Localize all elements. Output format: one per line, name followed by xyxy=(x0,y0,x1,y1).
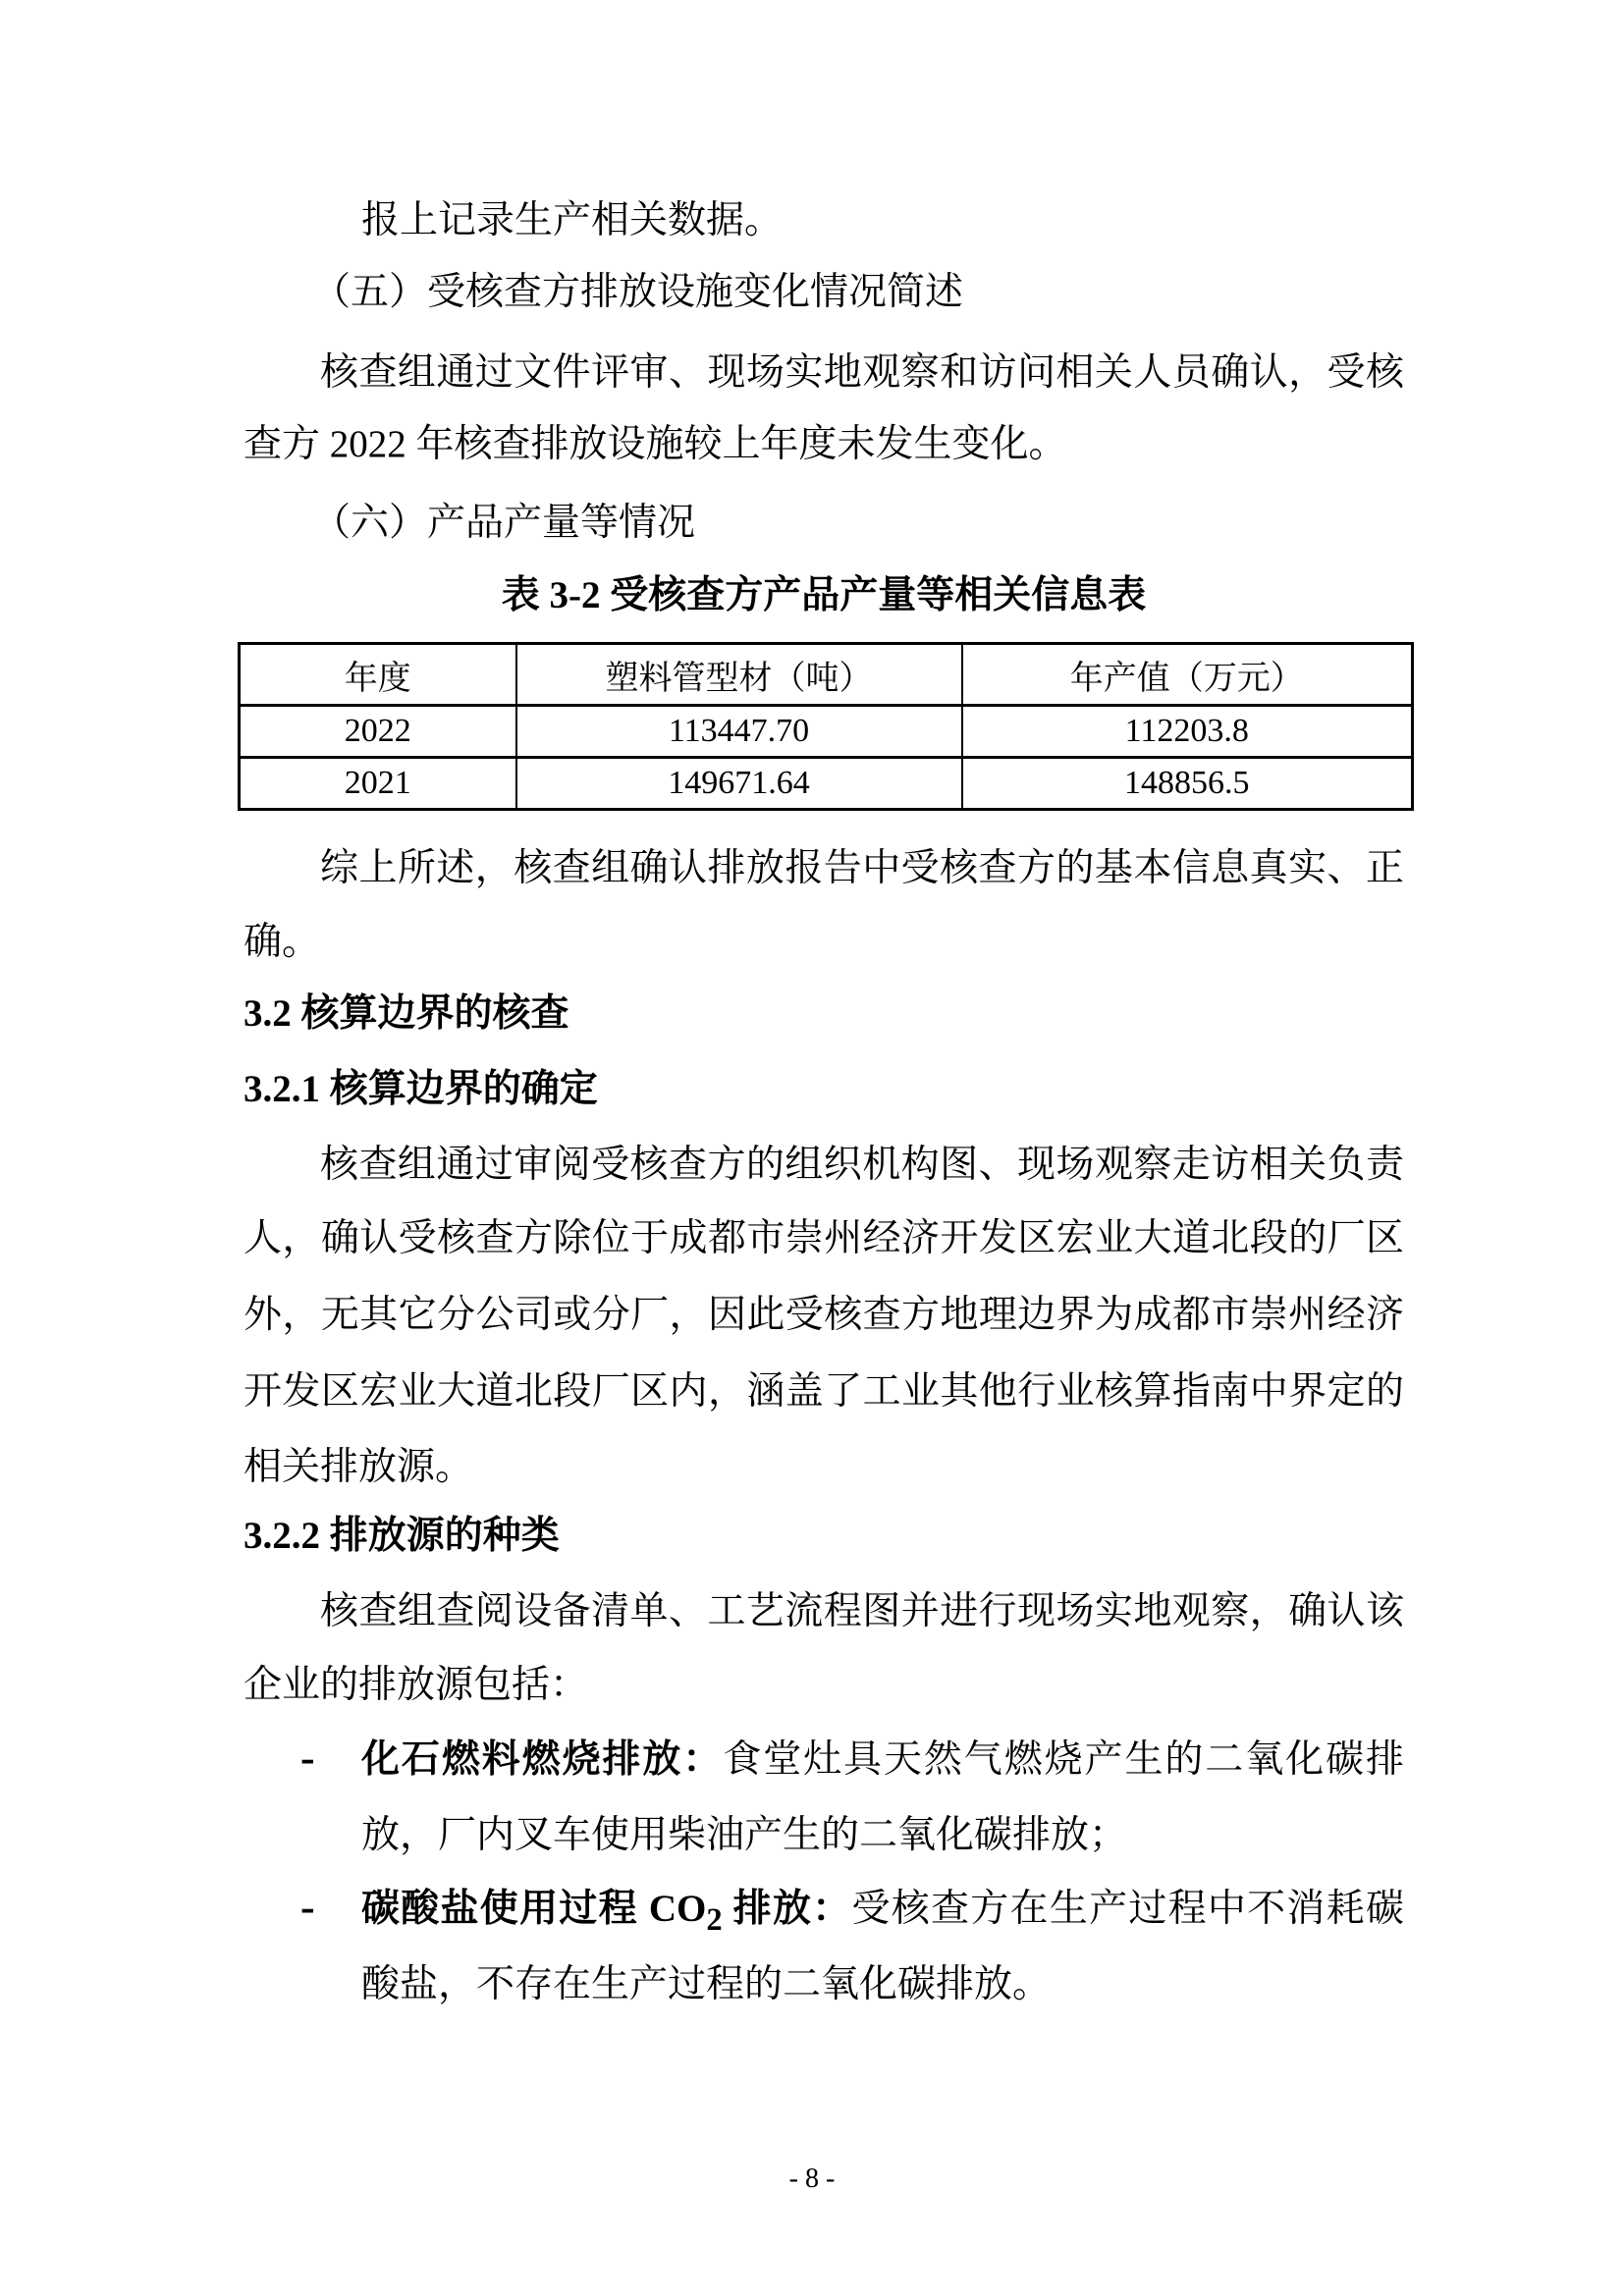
page-number: - 8 - xyxy=(788,2163,836,2194)
table-header-cell-output: 塑料管型材（吨） xyxy=(516,644,962,706)
section-5-body-line-2: 查方 2022 年核查排放设施较上年度未发生变化。 xyxy=(244,423,1067,465)
table-header-row xyxy=(240,644,1413,706)
bullet-text: 受核查方在生产过程中不消耗碳 xyxy=(851,1888,1404,1930)
section-3-2-2-body-line-2: 企业的排放源包括： xyxy=(244,1664,589,1706)
bullet-label-tail: 排放： xyxy=(722,1888,852,1930)
section-3-2-1-body-line-4: 开发区宏业大道北段厂区内，涵盖了工业其他行业核算指南中界定的 xyxy=(244,1370,1404,1413)
bullet-item-fossil-fuel-line-2: 放，厂内叉车使用柴油产生的二氧化碳排放； xyxy=(361,1814,1128,1856)
bullet-item-fossil-fuel-line-1 xyxy=(244,1735,1404,1795)
table-header-cell-year: 年度 xyxy=(240,644,516,706)
table-cell-year-2022: 2022 xyxy=(240,706,516,758)
section-3-2-2-heading: 3.2.2 排放源的种类 xyxy=(244,1515,560,1557)
bullet-label: 碳酸盐使用过程 CO xyxy=(361,1888,707,1930)
bullet-label: 化石燃料燃烧排放： xyxy=(361,1738,724,1781)
section-3-2-2-body-line-1: 核查组查阅设备清单、工艺流程图并进行现场实地观察，确认该 xyxy=(320,1590,1404,1632)
table-cell-output-2022: 113447.70 xyxy=(516,706,962,758)
bullet-item-carbonate-line-2: 酸盐，不存在生产过程的二氧化碳排放。 xyxy=(361,1963,1052,2005)
bullet-dash-marker: - xyxy=(300,1883,315,1931)
table-header-cell-value: 年产值（万元） xyxy=(962,644,1413,706)
summary-line-2: 确。 xyxy=(244,921,321,963)
table-cell-value-2021: 148856.5 xyxy=(962,758,1413,810)
section-3-2-1-body-line-1: 核查组通过审阅受核查方的组织机构图、现场观察走访相关负责 xyxy=(320,1144,1404,1186)
table-3-2 xyxy=(238,642,1414,811)
section-3-2-1-body-line-5: 相关排放源。 xyxy=(244,1446,474,1488)
section-3-2-1-heading: 3.2.1 核算边界的确定 xyxy=(244,1068,598,1110)
bullet-text: 食堂灶具天然气燃烧产生的二氧化碳排 xyxy=(723,1738,1404,1781)
section-5-heading: （五）受核查方排放设施变化情况简述 xyxy=(312,271,964,313)
bullet-label-subscript: 2 xyxy=(706,1901,723,1938)
table-cell-output-2021: 149671.64 xyxy=(516,758,962,810)
paragraph-tail-line: 报上记录生产相关数据。 xyxy=(361,199,784,241)
bullet-item-carbonate-line-1 xyxy=(244,1885,1404,1945)
section-3-2-heading: 3.2 核算边界的核查 xyxy=(244,992,569,1035)
summary-line-1: 综上所述，核查组确认排放报告中受核查方的基本信息真实、正 xyxy=(320,847,1404,889)
table-title: 表 3-2 受核查方产品产量等相关信息表 xyxy=(501,574,1147,616)
section-3-2-1-body-line-3: 外，无其它分公司或分厂，因此受核查方地理边界为成都市崇州经济 xyxy=(244,1294,1404,1336)
section-5-body-line-1: 核查组通过文件评审、现场实地观察和访问相关人员确认，受核 xyxy=(320,351,1404,394)
table-row xyxy=(240,758,1413,810)
table-row xyxy=(240,706,1413,758)
table-cell-year-2021: 2021 xyxy=(240,758,516,810)
section-3-2-1-body-line-2: 人，确认受核查方除位于成都市崇州经济开发区宏业大道北段的厂区 xyxy=(244,1217,1404,1259)
bullet-dash-marker: - xyxy=(300,1734,315,1782)
section-6-heading: （六）产品产量等情况 xyxy=(312,502,696,544)
table-cell-value-2022: 112203.8 xyxy=(962,706,1413,758)
